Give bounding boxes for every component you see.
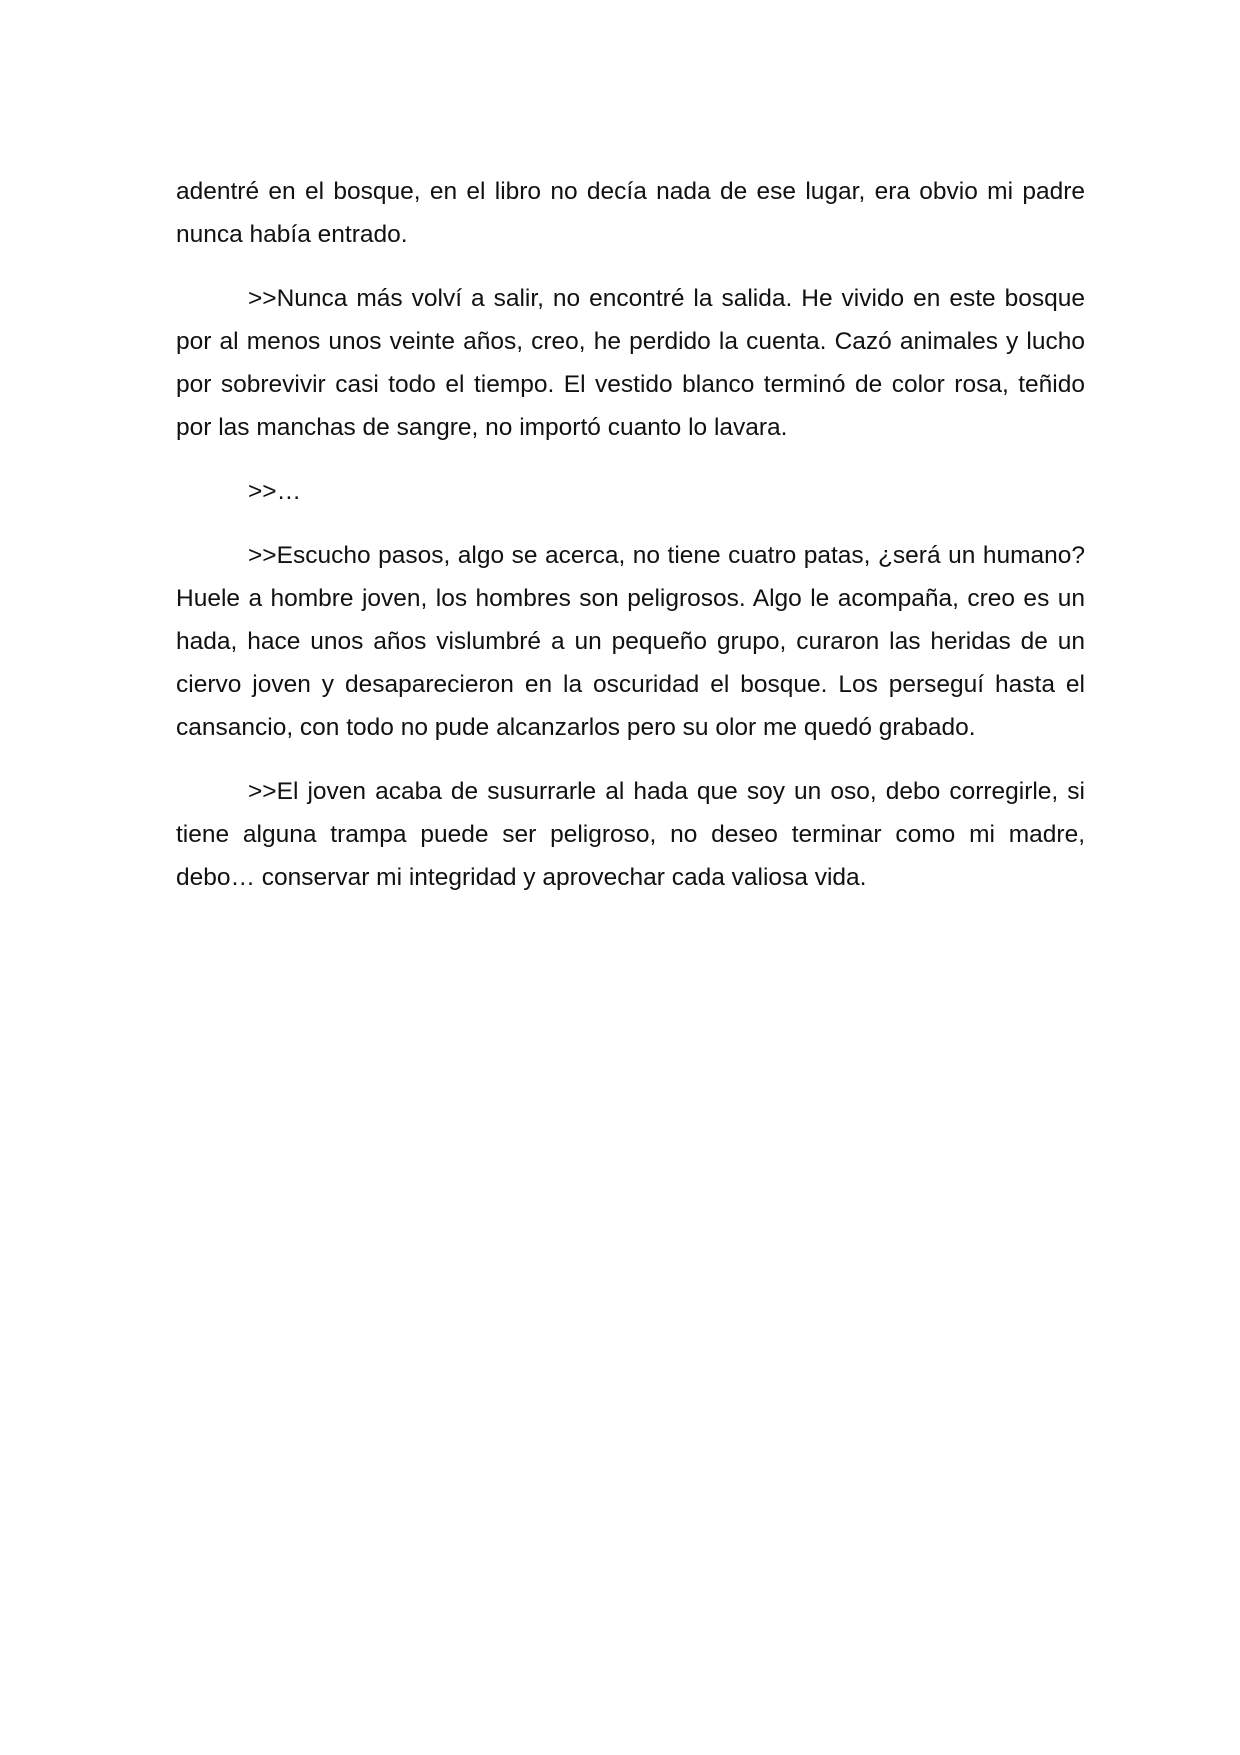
- paragraph-5: >>El joven acaba de susurrarle al hada que soy un oso, debo corregirle, si tiene alguna trampa puede ser peligroso, no deseo terminar como mi madre, debo… conservar mi integridad y aprovechar cada valiosa vida.: [176, 778, 1085, 891]
- body-text: [176, 170, 1085, 920]
- paragraph-1: adentré en el bosque, en el libro no decía nada de ese lugar, era obvio mi padre nunca había entrado.: [176, 178, 1085, 248]
- paragraph-4: >>Escucho pasos, algo se acerca, no tiene cuatro patas, ¿será un humano? Huele a hombre joven, los hombres son peligrosos. Algo le acompaña, creo es un hada, hace unos años vislumbré a un pequeño grupo, curaron las heridas de un ciervo joven y desaparecieron en la oscuridad el bosque. Los perseguí hasta el cansancio, con todo no pude alcanzarlos pero su olor me quedó grabado.: [176, 542, 1085, 741]
- paragraph-2: >>Nunca más volví a salir, no encontré la salida. He vivido en este bosque por al menos unos veinte años, creo, he perdido la cuenta. Cazó animales y lucho por sobrevivir casi todo el tiempo. El vestido blanco terminó de color rosa, teñido por las manchas de sangre, no importó cuanto lo lavara.: [176, 285, 1085, 441]
- paragraph-3: >>…: [248, 478, 302, 505]
